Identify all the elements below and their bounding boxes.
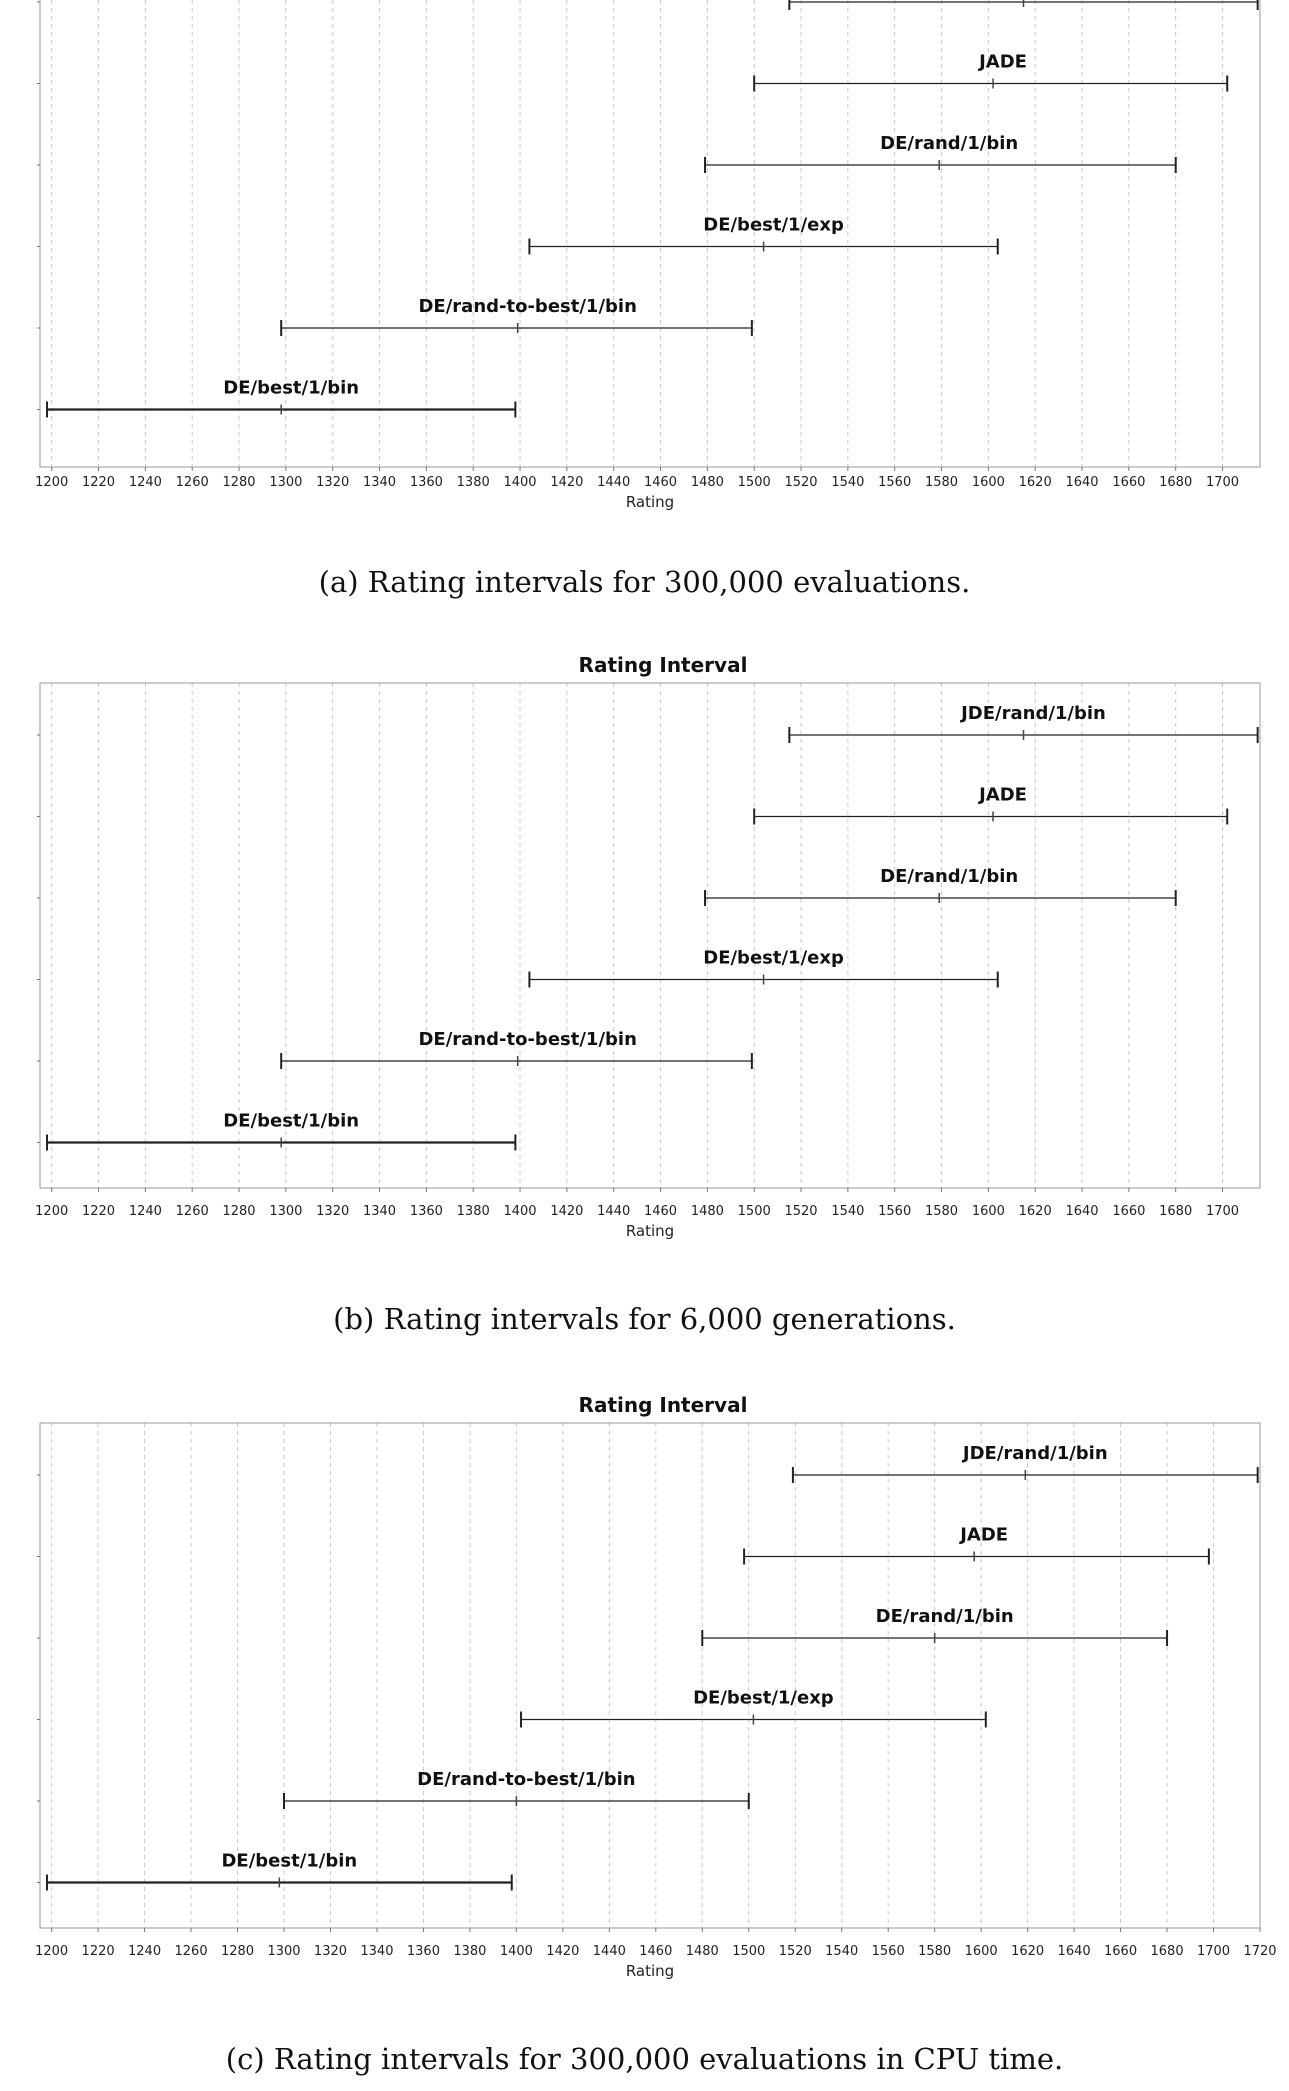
x-axis-label: Rating — [625, 493, 675, 511]
caption-c: (c) Rating intervals for 300,000 evaluations in CPU time. — [225, 2042, 1064, 2076]
x-tick-label: 1580 — [924, 1204, 959, 1219]
x-tick-label: 1340 — [362, 475, 397, 490]
interval-jde-rand-1-bin — [37, 1443, 1258, 1483]
x-tick-label: 1380 — [453, 1944, 487, 1959]
chart-panel-c — [0, 1380, 1289, 2091]
x-tick-label: 1320 — [316, 475, 350, 490]
caption-a: (a) Rating intervals for 300,000 evaluations. — [318, 565, 971, 599]
x-tick-label: 1680 — [1159, 1204, 1193, 1219]
x-tick-label: 1480 — [685, 1944, 719, 1959]
chart-panel-b — [0, 640, 1289, 1340]
x-tick-label: 1700 — [1205, 1204, 1240, 1219]
interval-jde-rand-1-bin — [37, 0, 1258, 10]
x-tick-label: 1220 — [81, 1204, 116, 1219]
x-tick-label: 1480 — [690, 475, 724, 490]
x-tick-label: 1360 — [406, 1944, 440, 1959]
x-tick-label: 1220 — [81, 475, 116, 490]
x-tick-label: 1320 — [313, 1944, 348, 1959]
x-tick-label: 1640 — [1065, 1204, 1099, 1219]
x-tick-label: 1240 — [128, 1204, 162, 1219]
interval-label: DE/best/1/exp — [693, 1687, 834, 1709]
x-tick-label: 1640 — [1065, 475, 1099, 490]
x-tick-label: 1540 — [831, 1204, 865, 1219]
interval-label: DE/best/1/exp — [703, 214, 844, 236]
interval-label: DE/best/1/bin — [223, 1110, 360, 1132]
x-tick-label: 1440 — [597, 475, 631, 490]
interval-label: DE/rand/1/bin — [880, 866, 1019, 887]
x-tick-label: 1420 — [546, 1944, 580, 1959]
interval-de-rand-1-bin — [37, 133, 1176, 173]
interval-de-rand-to-best-1-bin — [37, 1769, 749, 1809]
x-tick-label: 1680 — [1159, 475, 1193, 490]
x-tick-label: 1460 — [643, 475, 678, 490]
interval-de-rand-1-bin — [37, 866, 1176, 906]
caption-b: (b) Rating intervals for 6,000 generations. — [333, 1302, 956, 1336]
x-tick-label: 1560 — [871, 1944, 905, 1959]
interval-label: DE/best/1/bin — [221, 1850, 358, 1872]
x-tick-label: 1520 — [778, 1944, 812, 1959]
interval-label: DE/best/1/bin — [223, 377, 360, 399]
x-tick-label: 1660 — [1112, 1204, 1146, 1219]
x-tick-label: 1560 — [878, 475, 912, 490]
x-tick-label: 1220 — [81, 1944, 115, 1959]
x-tick-label: 1420 — [550, 475, 584, 490]
x-tick-label: 1580 — [924, 475, 959, 490]
x-tick-label: 1460 — [643, 1204, 678, 1219]
interval-label: JADE — [960, 1524, 1009, 1546]
x-tick-label: 1200 — [35, 1204, 69, 1219]
interval-label: DE/rand-to-best/1/bin — [417, 1769, 636, 1790]
interval-de-best-1-bin — [37, 1851, 512, 1891]
interval-de-best-1-exp — [37, 948, 998, 988]
x-tick-label: 1720 — [1243, 1944, 1277, 1959]
x-tick-label: 1240 — [128, 1944, 162, 1959]
x-axis-label: Rating — [625, 1222, 675, 1240]
x-tick-label: 1540 — [825, 1944, 859, 1959]
x-tick-label: 1300 — [269, 1204, 303, 1219]
interval-jade — [37, 1525, 1209, 1565]
chart-svg-b — [0, 640, 1289, 1340]
chart-title: Rating Interval — [578, 1393, 748, 1417]
x-tick-label: 1500 — [737, 1204, 771, 1219]
x-tick-label: 1260 — [175, 475, 209, 490]
chart-panel-a — [0, 0, 1289, 600]
x-tick-label: 1640 — [1057, 1944, 1091, 1959]
interval-label: DE/rand/1/bin — [875, 1606, 1014, 1627]
x-tick-label: 1600 — [971, 1204, 1005, 1219]
x-tick-label: 1200 — [35, 475, 69, 490]
interval-jade — [37, 785, 1227, 825]
x-tick-label: 1340 — [360, 1944, 394, 1959]
x-tick-label: 1400 — [503, 1204, 537, 1219]
x-axis-label: Rating — [625, 1962, 675, 1980]
x-tick-label: 1620 — [1011, 1944, 1045, 1959]
interval-de-rand-to-best-1-bin — [37, 296, 752, 336]
x-tick-label: 1460 — [639, 1944, 673, 1959]
x-tick-label: 1620 — [1018, 1204, 1052, 1219]
x-tick-label: 1300 — [267, 1944, 301, 1959]
x-tick-label: 1580 — [918, 1944, 952, 1959]
x-tick-label: 1360 — [409, 1204, 443, 1219]
interval-label: JADE — [979, 784, 1027, 806]
x-tick-label: 1660 — [1104, 1944, 1138, 1959]
x-tick-label: 1540 — [831, 475, 865, 490]
x-tick-label: 1620 — [1018, 475, 1052, 490]
interval-de-best-1-exp — [37, 215, 998, 255]
interval-de-best-1-exp — [37, 1688, 986, 1728]
x-tick-label: 1320 — [316, 1204, 350, 1219]
x-tick-label: 1440 — [597, 1204, 631, 1219]
x-tick-label: 1480 — [690, 1204, 724, 1219]
x-tick-label: 1340 — [362, 1204, 397, 1219]
x-tick-label: 1520 — [784, 475, 818, 490]
x-tick-label: 1200 — [35, 1944, 69, 1959]
x-tick-label: 1440 — [592, 1944, 626, 1959]
x-tick-label: 1400 — [503, 475, 537, 490]
x-tick-label: 1300 — [269, 475, 303, 490]
chart-title: Rating Interval — [578, 653, 748, 677]
interval-de-rand-1-bin — [37, 1606, 1167, 1646]
x-tick-label: 1280 — [222, 475, 256, 490]
x-tick-label: 1280 — [220, 1944, 255, 1959]
chart-svg-c — [0, 1380, 1289, 2091]
x-tick-label: 1260 — [174, 1944, 208, 1959]
x-tick-label: 1600 — [964, 1944, 998, 1959]
interval-jade — [37, 52, 1227, 92]
x-tick-label: 1380 — [456, 1204, 490, 1219]
interval-label: DE/rand-to-best/1/bin — [418, 1029, 637, 1050]
x-tick-label: 1700 — [1196, 1944, 1231, 1959]
x-tick-label: 1520 — [784, 1204, 818, 1219]
chart-svg-a — [0, 0, 1289, 600]
x-tick-label: 1360 — [409, 475, 443, 490]
interval-label: JDE/rand/1/bin — [962, 1443, 1108, 1464]
x-tick-label: 1380 — [456, 475, 490, 490]
x-tick-label: 1600 — [971, 475, 1005, 490]
interval-label: DE/rand-to-best/1/bin — [418, 296, 637, 317]
interval-label: DE/rand/1/bin — [880, 133, 1019, 154]
interval-label: JDE/rand/1/bin — [961, 703, 1106, 724]
x-tick-label: 1660 — [1112, 475, 1146, 490]
x-tick-label: 1240 — [128, 475, 162, 490]
x-tick-label: 1420 — [550, 1204, 584, 1219]
interval-label: DE/best/1/exp — [703, 947, 844, 969]
interval-label: JADE — [979, 51, 1027, 73]
x-tick-label: 1500 — [732, 1944, 766, 1959]
x-tick-label: 1400 — [499, 1944, 533, 1959]
x-tick-label: 1680 — [1150, 1944, 1184, 1959]
interval-jde-rand-1-bin — [37, 703, 1258, 743]
interval-de-rand-to-best-1-bin — [37, 1029, 752, 1069]
x-tick-label: 1700 — [1205, 475, 1240, 490]
x-tick-label: 1560 — [878, 1204, 912, 1219]
x-tick-label: 1280 — [222, 1204, 256, 1219]
x-tick-label: 1500 — [737, 475, 771, 490]
x-tick-label: 1260 — [175, 1204, 209, 1219]
interval-de-best-1-bin — [37, 1111, 515, 1151]
interval-de-best-1-bin — [37, 378, 515, 418]
